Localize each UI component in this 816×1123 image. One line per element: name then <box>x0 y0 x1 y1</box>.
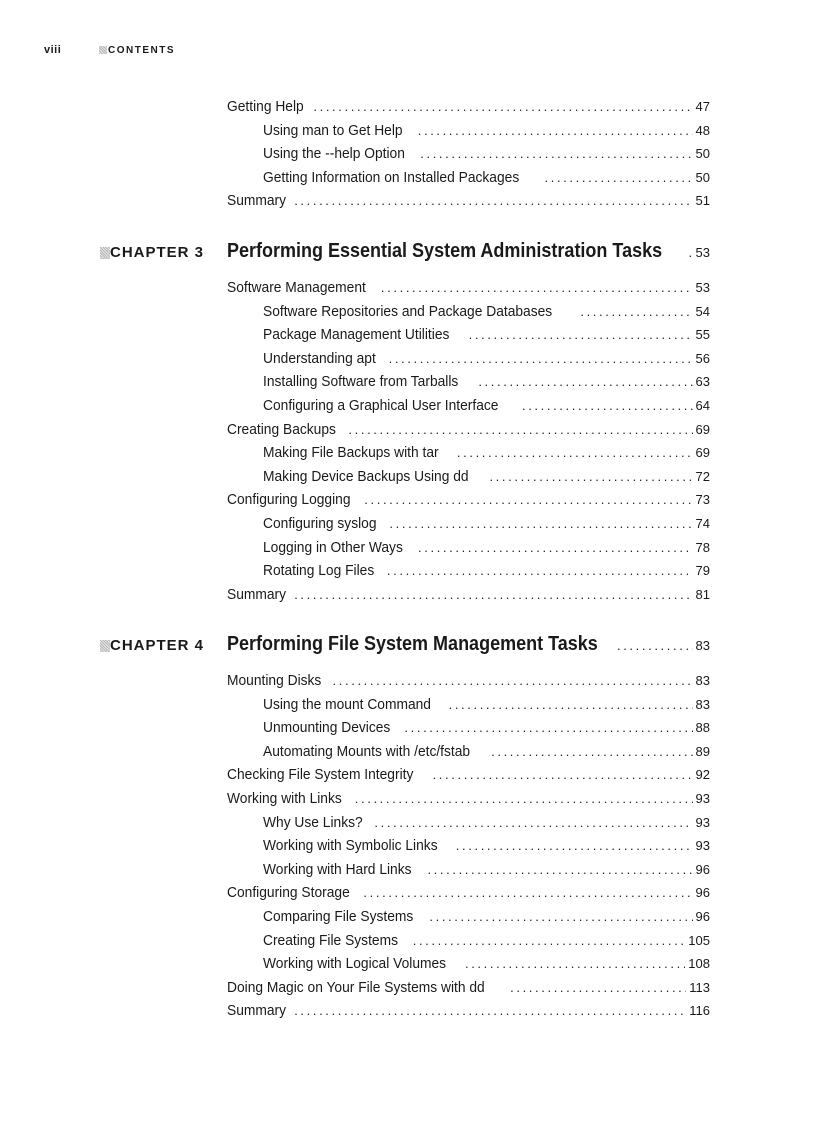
running-head-title: CONTENTS <box>108 44 175 56</box>
toc-entry-label: Summary <box>227 585 287 603</box>
dot-leader <box>363 885 692 900</box>
toc-entry-label: Installing Software from Tarballs <box>263 373 459 391</box>
dot-leader <box>364 492 692 507</box>
dot-leader <box>456 838 693 853</box>
dot-leader <box>413 933 686 948</box>
toc-entry-label: Package Management Utilities <box>263 326 450 344</box>
dot-leader <box>465 956 685 971</box>
dot-leader <box>545 170 693 185</box>
chapter-4-tag <box>100 637 204 654</box>
toc-entry-page: 73 <box>695 492 710 508</box>
toc-entry-label: Getting Help <box>227 98 304 115</box>
toc-entry-page: 55 <box>695 327 710 343</box>
toc-entry[interactable] <box>263 515 710 532</box>
toc-entry-label: Making File Backups with tar <box>263 444 439 462</box>
toc-entry[interactable] <box>227 884 710 901</box>
chapter-3-tag-label: CHAPTER 3 <box>110 244 205 261</box>
toc-entry-page: 50 <box>695 146 710 162</box>
toc-entry-label: Logging in Other Ways <box>263 538 403 556</box>
toc-entry-label: Using the --help Option <box>263 145 405 163</box>
toc-entry-label: Summary <box>227 1002 287 1020</box>
toc-entry-label: Configuring Logging <box>227 491 351 509</box>
chapter-3-title-label: Performing Essential System Administration Tasks <box>227 240 663 262</box>
toc-entry-label: Working with Hard Links <box>263 860 412 878</box>
toc-entry-label: Using the mount Command <box>263 695 431 713</box>
toc-entry[interactable] <box>263 122 710 139</box>
square-ornament-icon <box>100 247 110 259</box>
dot-leader <box>617 638 693 653</box>
toc-entry[interactable] <box>263 145 710 162</box>
toc-entry-page: 69 <box>695 445 710 461</box>
toc-entry-label: Configuring Storage <box>227 884 350 902</box>
toc-entry-page: 83 <box>695 673 710 688</box>
dot-leader <box>355 791 693 806</box>
toc-entry-page: 54 <box>695 303 710 319</box>
toc-entry-label: Doing Magic on Your File Systems with dd <box>227 978 485 996</box>
dot-leader <box>418 123 693 138</box>
dot-leader <box>313 99 692 114</box>
toc-entry-page: 93 <box>695 791 710 806</box>
dot-leader <box>381 280 693 295</box>
toc-entry-page: 78 <box>695 539 710 555</box>
dot-leader <box>433 767 693 782</box>
toc-entry-label: Mounting Disks <box>227 672 322 689</box>
dot-leader <box>522 398 693 413</box>
toc-entry-page: 51 <box>695 193 710 209</box>
dot-leader <box>333 673 693 688</box>
toc-entry-page: 83 <box>695 696 710 712</box>
toc-entry-label: Making Device Backups Using dd <box>263 467 469 485</box>
toc-entry[interactable] <box>263 350 710 367</box>
dot-leader <box>457 445 693 460</box>
toc-entry-label: Using man to Get Help <box>263 121 403 139</box>
toc-entry-page: 93 <box>695 838 710 854</box>
toc-entry[interactable] <box>263 397 710 414</box>
dot-leader <box>404 720 692 735</box>
chapter-3-tag <box>100 244 204 261</box>
dot-leader <box>510 980 686 995</box>
toc-entry-page: 69 <box>695 421 710 437</box>
page-folio: viii <box>44 44 62 56</box>
toc-entry[interactable] <box>263 932 710 949</box>
toc-entry-label: Checking File System Integrity <box>227 766 414 784</box>
toc-entry-label: Working with Symbolic Links <box>263 837 438 855</box>
square-ornament-icon <box>99 46 107 54</box>
dot-leader <box>489 469 692 484</box>
toc-entry-page: 96 <box>695 861 710 877</box>
toc-entry-page: 105 <box>688 932 710 948</box>
toc-entry[interactable] <box>227 790 710 807</box>
toc-entry-page: 47 <box>695 99 710 114</box>
toc-entry[interactable] <box>227 98 710 115</box>
dot-leader <box>469 327 693 342</box>
toc-entry-page: 50 <box>695 169 710 185</box>
toc-entry-label: Working with Logical Volumes <box>263 955 447 973</box>
toc-entry-label: Configuring syslog <box>263 515 377 532</box>
toc-entry-page: 89 <box>695 743 710 759</box>
toc-entry[interactable] <box>263 562 710 579</box>
toc-entry-page: 88 <box>695 720 710 736</box>
dot-leader <box>389 516 692 531</box>
dot-leader <box>688 245 692 260</box>
toc-entry-page: 79 <box>695 563 710 579</box>
toc-entry[interactable] <box>227 766 710 783</box>
toc-entry[interactable] <box>263 539 710 556</box>
dot-leader <box>374 815 692 830</box>
toc-entry[interactable] <box>263 719 710 736</box>
chapter-4-title[interactable] <box>227 633 710 656</box>
toc-entry-label: Configuring a Graphical User Interface <box>263 397 499 414</box>
toc-entry-page: 93 <box>695 814 710 830</box>
toc-entry[interactable] <box>263 861 710 878</box>
dot-leader <box>478 374 692 389</box>
dot-leader <box>491 744 692 759</box>
toc-entry-page: 96 <box>695 885 710 901</box>
chapter-4-title-label: Performing File System Management Tasks <box>227 633 598 655</box>
toc-entry-page: 96 <box>695 909 710 924</box>
toc-entry-label: Working with Links <box>227 790 342 807</box>
square-ornament-icon <box>100 640 110 652</box>
toc-entry[interactable] <box>263 837 710 854</box>
toc-entry-label: Comparing File Systems <box>263 908 414 925</box>
toc-entry-page: 92 <box>695 767 710 783</box>
dot-leader <box>427 862 692 877</box>
toc-entry-label: Understanding apt <box>263 349 376 367</box>
toc-entry-label: Why Use Links? <box>263 813 363 831</box>
dot-leader <box>449 697 693 712</box>
toc-entry-label: Creating Backups <box>227 420 336 438</box>
chapter-3-page: 53 <box>695 245 710 260</box>
toc-entry[interactable] <box>227 279 710 296</box>
toc-entry-page: 113 <box>689 979 710 995</box>
toc-entry-page: 72 <box>695 468 710 484</box>
toc-entry[interactable] <box>227 192 710 209</box>
toc-entry-page: 64 <box>695 398 710 413</box>
toc-entry-label: Unmounting Devices <box>263 719 391 737</box>
dot-leader <box>387 563 693 578</box>
toc-entry[interactable] <box>227 491 710 508</box>
toc-entry[interactable] <box>263 303 710 320</box>
dot-leader <box>389 351 693 366</box>
toc-entry[interactable] <box>227 1002 710 1019</box>
toc-entry-page: 63 <box>695 374 710 390</box>
dot-leader <box>420 146 692 161</box>
toc-entry[interactable] <box>227 586 710 603</box>
running-head <box>44 44 175 56</box>
toc-entry-label: Software Management <box>227 279 366 296</box>
toc-entry[interactable] <box>263 444 710 461</box>
toc-entry-page: 53 <box>695 280 710 295</box>
toc-entry-label: Summary <box>227 192 287 210</box>
toc-entry-page: 81 <box>695 586 710 602</box>
toc-entry[interactable] <box>263 468 710 485</box>
toc-entry-label: Software Repositories and Package Databases <box>263 302 553 320</box>
toc-entry[interactable] <box>263 814 710 831</box>
toc-entry-page: 74 <box>695 516 710 531</box>
toc-entry[interactable] <box>227 421 710 438</box>
toc-entry[interactable] <box>263 373 710 390</box>
toc-entry-label: Rotating Log Files <box>263 562 375 580</box>
dot-leader <box>294 1003 686 1018</box>
toc-entry[interactable] <box>263 169 710 186</box>
dot-leader <box>294 587 692 602</box>
toc-entry-page: 116 <box>689 1003 710 1019</box>
dot-leader <box>429 909 692 924</box>
toc-entry-page: 108 <box>688 956 710 972</box>
dot-leader <box>580 304 692 319</box>
toc-entry[interactable] <box>263 696 710 713</box>
toc-entry[interactable] <box>227 672 710 689</box>
toc-entry-page: 48 <box>695 122 710 138</box>
toc-entry-label: Automating Mounts with /etc/fstab <box>263 742 471 760</box>
toc-entry[interactable] <box>227 979 710 996</box>
dot-leader <box>418 540 693 555</box>
chapter-4-page: 83 <box>695 638 710 653</box>
dot-leader <box>348 422 692 437</box>
toc-entry[interactable] <box>263 743 710 760</box>
toc-entry-label: Getting Information on Installed Packages <box>263 168 520 186</box>
toc-entry-page: 56 <box>695 350 710 366</box>
dot-leader <box>294 193 692 208</box>
toc-entry[interactable] <box>263 955 710 972</box>
chapter-3-title[interactable] <box>227 240 710 263</box>
chapter-4-tag-label: CHAPTER 4 <box>110 637 205 654</box>
toc-entry[interactable] <box>263 326 710 343</box>
toc-entry-label: Creating File Systems <box>263 931 398 949</box>
toc-entry[interactable] <box>263 908 710 925</box>
